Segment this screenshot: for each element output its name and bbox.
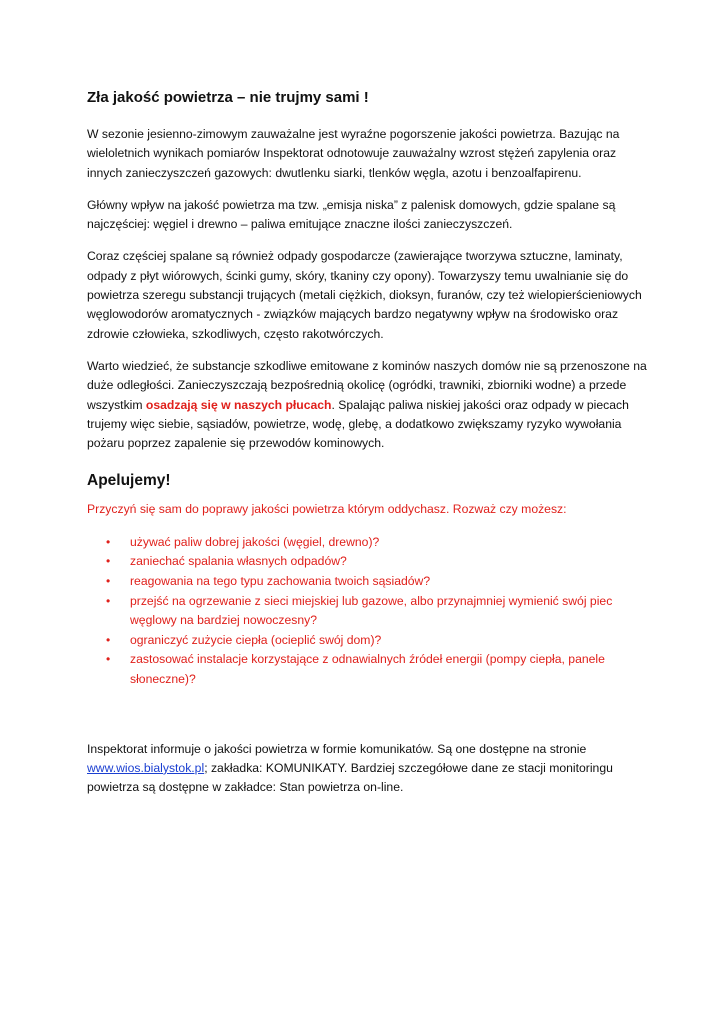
list-item-text: używać paliw dobrej jakości (węgiel, drewno)? [130,534,380,549]
list-item-text: przejść na ogrzewanie z sieci miejskiej lub gazowe, albo przynajmniej wymienić swój piec węglowy na bardziej nowoczesny? [130,593,613,628]
paragraph-local-pollution-end: . Spalając paliwa niskiej jakości oraz odpady w piecach trujemy więc siebie, sąsiadów, powietrze, wodę, glebę, a dodatkowo zwiększamy ryzyko wywołania pożaru poprzez zapalenie się przewodów kominowych. [87,397,629,451]
bullet-icon: • [106,593,111,608]
list-item-text: ograniczyć zużycie ciepła (ocieplić swój dom)? [130,632,382,647]
list-item [87,631,647,651]
paragraph-info-source [87,740,647,798]
list-item [87,650,647,689]
paragraph-low-emission: Główny wpływ na jakość powietrza ma tzw. „emisja niska” z palenisk domowych, gdzie spalane są najczęściej: węgiel i drewno – paliwa emitujące znaczne ilości zanieczyszczeń. [87,197,616,232]
list-item-text: reagowania na tego typu zachowania twoich sąsiadów? [130,573,431,588]
list-item [87,552,647,572]
highlight-lungs-warning: osadzają się w naszych płucach [145,397,332,412]
document-title: Zła jakość powietrza – nie trujmy sami ! [87,89,369,106]
bullet-icon: • [106,534,111,549]
appeal-intro: Przyczyń się sam do poprawy jakości powietrza którym oddychasz. Rozważ czy możesz: [87,502,567,517]
bullet-icon: • [106,554,111,569]
wios-website-link[interactable]: www.wios.bialystok.pl [87,760,205,775]
list-item [87,533,647,553]
document-body [87,88,647,810]
paragraph-intro: W sezonie jesienno-zimowym zauważalne jest wyraźne pogorszenie jakości powietrza. Bazując na wieloletnich wynikach pomiarów Inspektorat odnotowuje zauważalny wzrost stężeń zapylenia oraz innych zanieczyszczeń gazowych: dwutlenku siarki, tlenków węgla, azotu i benzoalfapirenu. [87,127,620,180]
list-item [87,572,647,592]
appeal-heading: Apelujemy! [87,472,171,490]
appeal-question-list [87,533,647,690]
list-item [87,592,647,631]
paragraph-waste-burning: Coraz częściej spalane są również odpady gospodarcze (zawierające tworzywa sztuczne, laminaty, odpady z płyt wiórowych, ścinki gumy, skóry, tkaniny czy opony). Towarzyszy temu uwalnianie się do powietrza szeregu substancji trujących (metali ciężkich, dioksyn, furanów, czy też wielopierścieniowych węglowodorów aromatycznych - związków mających bardzo negatywny wpływ na środowisko oraz zdrowie człowieka, szkodliwych, często rakotwórczych. [87,249,642,341]
list-item-text: zastosować instalacje korzystające z odnawialnych źródeł energii (pompy ciepła, panele słoneczne)? [130,652,605,686]
list-item-text: zaniechać spalania własnych odpadów? [130,554,347,569]
bullet-icon: • [106,573,111,588]
info-source-end: ; zakładka: KOMUNIKATY. Bardziej szczegółowe dane ze stacji monitoringu powietrza są dostępne w zakładce: Stan powietrza on-line. [87,760,613,795]
bullet-icon: • [106,632,111,647]
paragraph-local-pollution-start: Warto wiedzieć, że substancje szkodliwe emitowane z kominów naszych domów nie są przenoszone na duże odległości. Zanieczyszczają bezpośrednią okolicę (ogródki, trawniki, zbiorniki wodne) a przede wszystkim [87,358,647,412]
bullet-icon: • [106,652,111,667]
info-source-start: Inspektorat informuje o jakości powietrza w formie komunikatów. Są one dostępne na stronie [87,741,587,756]
paragraph-local-pollution [87,357,647,453]
